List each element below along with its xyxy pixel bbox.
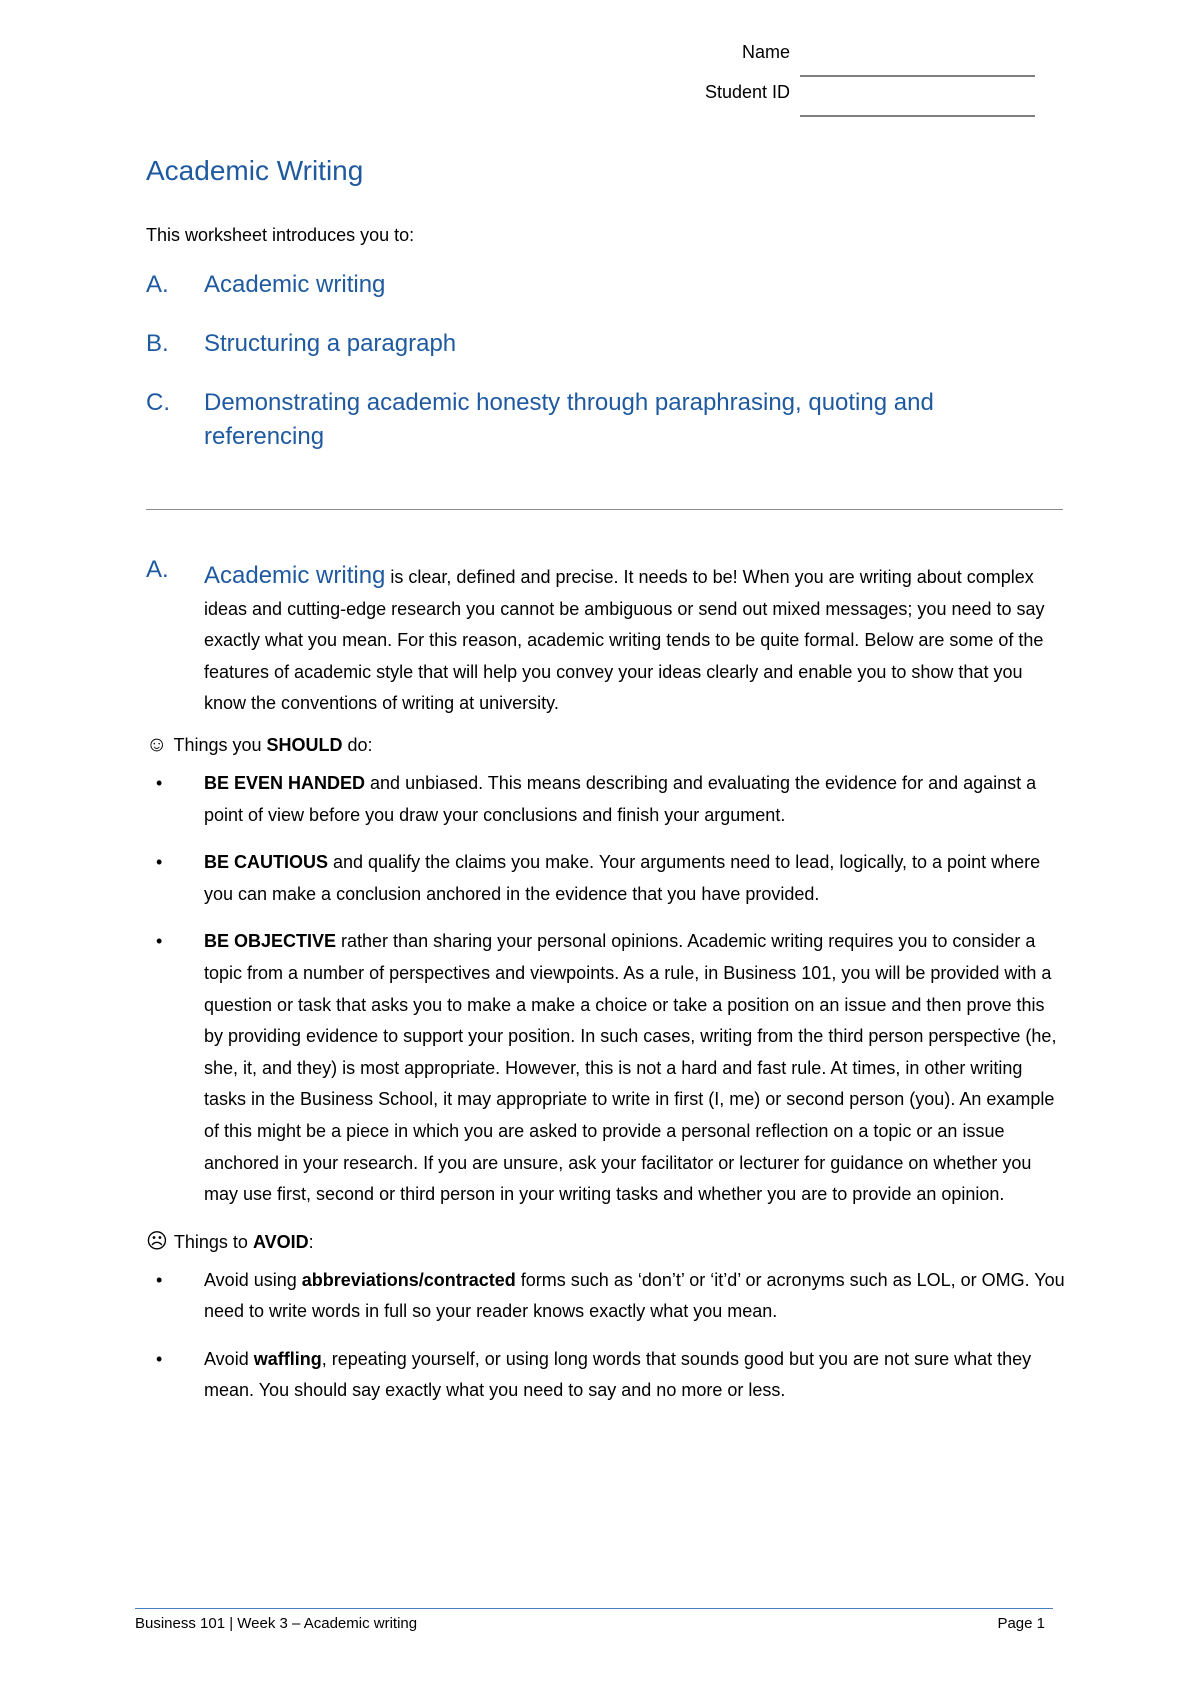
avoid-prefix: Things to (173, 1231, 253, 1252)
avoid-suffix: : (308, 1231, 314, 1252)
page-number: Page 1 (997, 1615, 1045, 1632)
item-text: and qualify the claims you make. Your arguments need to lead, logically, to a point where you can make a conclusion anchored in the evidence that you have provided. (204, 852, 1041, 904)
topic-list (146, 268, 1046, 479)
name-field-row (600, 36, 1040, 76)
item-pre: Avoid (204, 1348, 254, 1369)
item-bold: BE CAUTIOUS (204, 852, 329, 873)
should-prefix: Things you (173, 734, 267, 755)
section-body: is clear, defined and precise. It needs to be! When you are writing about complex ideas and cutting-edge research you cannot be ambiguous or send out mixed messages; you need to say exactly what you mean. For this reason, academic writing tends to be quite formal. Below are some of the features of academic style that will help you convey your ideas clearly and enable you to show that you know the conventions of writing at university. (204, 567, 1045, 714)
section-heading: Academic writing (204, 562, 386, 589)
item-text: and unbiased. This means describing and evaluating the evidence for and against a point of view before you draw your conclusions and finish your argument. (204, 772, 1037, 825)
should-list (146, 768, 1066, 1211)
topic-letter: B. (146, 330, 169, 357)
item-pre: Avoid using (204, 1269, 302, 1290)
topic-text: Demonstrating academic honesty through paraphrasing, quoting and referencing (204, 389, 934, 450)
list-item (146, 1344, 1066, 1407)
section-a-paragraph (146, 556, 1066, 720)
item-text: forms such as ‘don’t’ or ‘it’d’ or acronyms such as LOL, or OMG. You need to write words in full so your reader knows exactly what you mean. (204, 1269, 1065, 1322)
student-id-field-row (600, 76, 1040, 116)
item-bold: BE OBJECTIVE (204, 931, 337, 952)
frowning-face-icon: ☹ (146, 1229, 168, 1253)
avoid-list (146, 1265, 1066, 1407)
section-letter: A. (146, 556, 169, 583)
name-label: Name (741, 42, 790, 62)
list-item (146, 847, 1066, 910)
item-bold: BE EVEN HANDED (204, 772, 366, 793)
page-footer (135, 1608, 1053, 1632)
list-item (146, 926, 1066, 1210)
avoid-heading (146, 1227, 1066, 1257)
intro-text: This worksheet introduces you to: (146, 225, 415, 245)
topic-item-b (146, 327, 1046, 361)
list-item (146, 1265, 1066, 1328)
list-item (146, 768, 1066, 831)
topic-text: Structuring a paragraph (204, 330, 457, 357)
should-bold: SHOULD (266, 734, 343, 755)
student-id-label: Student ID (704, 82, 790, 102)
smiley-face-icon: ☺ (146, 732, 168, 756)
topic-item-a (146, 268, 1046, 302)
footer-course: Business 101 | Week 3 – Academic writing (135, 1615, 418, 1632)
topic-letter: C. (146, 389, 170, 416)
student-details (600, 36, 1040, 116)
page-title: Academic Writing (146, 155, 364, 186)
item-text: rather than sharing your personal opinions. Academic writing requires you to consider a topic from a number of perspectives and viewpoints. As a rule, in Business 101, you will be provided with a question or task that asks you to make a make a choice or take a position on an issue and then prove this by providing evidence to support your position. In such cases, writing from the third person perspective (he, she, it, and they) is most appropriate. However, this is not a hard and fast rule. At times, in other writing tasks in the Business School, it may appropriate to write in first (I, me) or second person (you). An example of this might be a piece in which you are asked to provide a personal reflection on a topic or an issue anchored in your research. If you are unsure, ask your facilitator or lecturer for guidance on whether you may use first, second or third person in your writing tasks and whether you are to provide an opinion. (204, 931, 1057, 1205)
topic-item-c (146, 386, 1046, 454)
avoid-bold: AVOID (252, 1231, 309, 1252)
section-academic-writing (146, 556, 1066, 1423)
item-bold: abbreviations/contracted (301, 1269, 516, 1290)
item-text: , repeating yourself, or using long words that sounds good but you are not sure what they mean. You should say exactly what you need to say and no more or less. (204, 1348, 1032, 1401)
student-id-field[interactable] (800, 115, 1035, 117)
should-heading (146, 730, 1066, 760)
topic-text: Academic writing (204, 271, 386, 298)
item-bold: waffling (253, 1348, 322, 1369)
topic-letter: A. (146, 271, 169, 298)
should-suffix: do: (342, 734, 373, 755)
section-divider (146, 509, 1063, 510)
